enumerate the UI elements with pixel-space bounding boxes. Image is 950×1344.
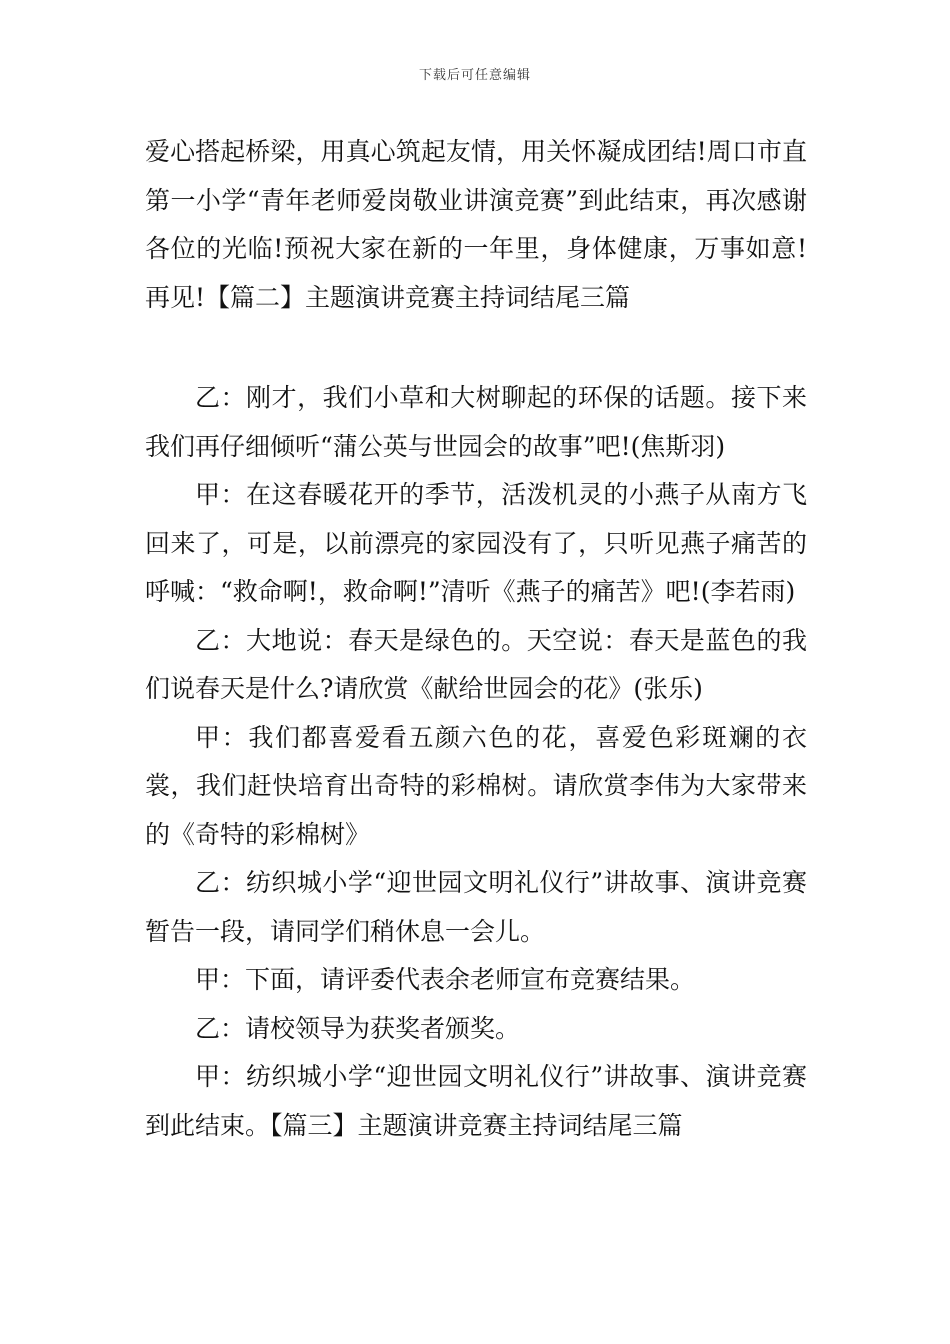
paragraph-yi-dandelion: 乙：刚才，我们小草和大树聊起的环保的话题。接下来我们再仔细倾听“蒲公英与世园会的故事”吧!(焦斯羽) — [145, 383, 807, 461]
paragraph-jia-swallow: 甲：在这春暖花开的季节，活泼机灵的小燕子从南方飞回来了，可是，以前漂亮的家园没有了，只听见燕子痛苦的呼喊：“救命啊!，救命啊!”清听《燕子的痛苦》吧!(李若雨) — [145, 480, 807, 606]
paragraph-yi-break: 乙：纺织城小学“迎世园文明礼仪行”讲故事、演讲竞赛暂告一段，请同学们稍休息一会儿。 — [145, 868, 807, 946]
page-header: 下载后可任意编辑 — [418, 68, 531, 83]
paragraph-yi-spring: 乙：大地说：春天是绿色的。天空说：春天是蓝色的我们说春天是什么?请欣赏《献给世园会的花》(张乐) — [145, 625, 807, 703]
document-body — [145, 128, 807, 1150]
paragraph-closing-pian-yi: 爱心搭起桥梁，用真心筑起友情，用关怀凝成团结!周口市直第一小学“青年老师爱岗敬业讲演竞赛”到此结束，再次感谢各位的光临!预祝大家在新的一年里，身体健康，万事如意!再见!【篇二】主题演讲竞赛主持词结尾三篇 — [145, 137, 807, 312]
section-gap — [145, 322, 807, 374]
paragraph-jia-ending: 甲：纺织城小学“迎世园文明礼仪行”讲故事、演讲竞赛到此结束。【篇三】主题演讲竞赛主持词结尾三篇 — [145, 1062, 807, 1140]
paragraph-jia-results: 甲：下面，请评委代表余老师宣布竞赛结果。 — [195, 965, 696, 994]
paragraph-jia-cotton-tree: 甲：我们都喜爱看五颜六色的花，喜爱色彩斑斓的衣裳，我们赶快培育出奇特的彩棉树。请欣赏李伟为大家带来的《奇特的彩棉树》 — [145, 722, 807, 849]
paragraph-yi-awards: 乙：请校领导为获奖者颁奖。 — [195, 1013, 521, 1043]
